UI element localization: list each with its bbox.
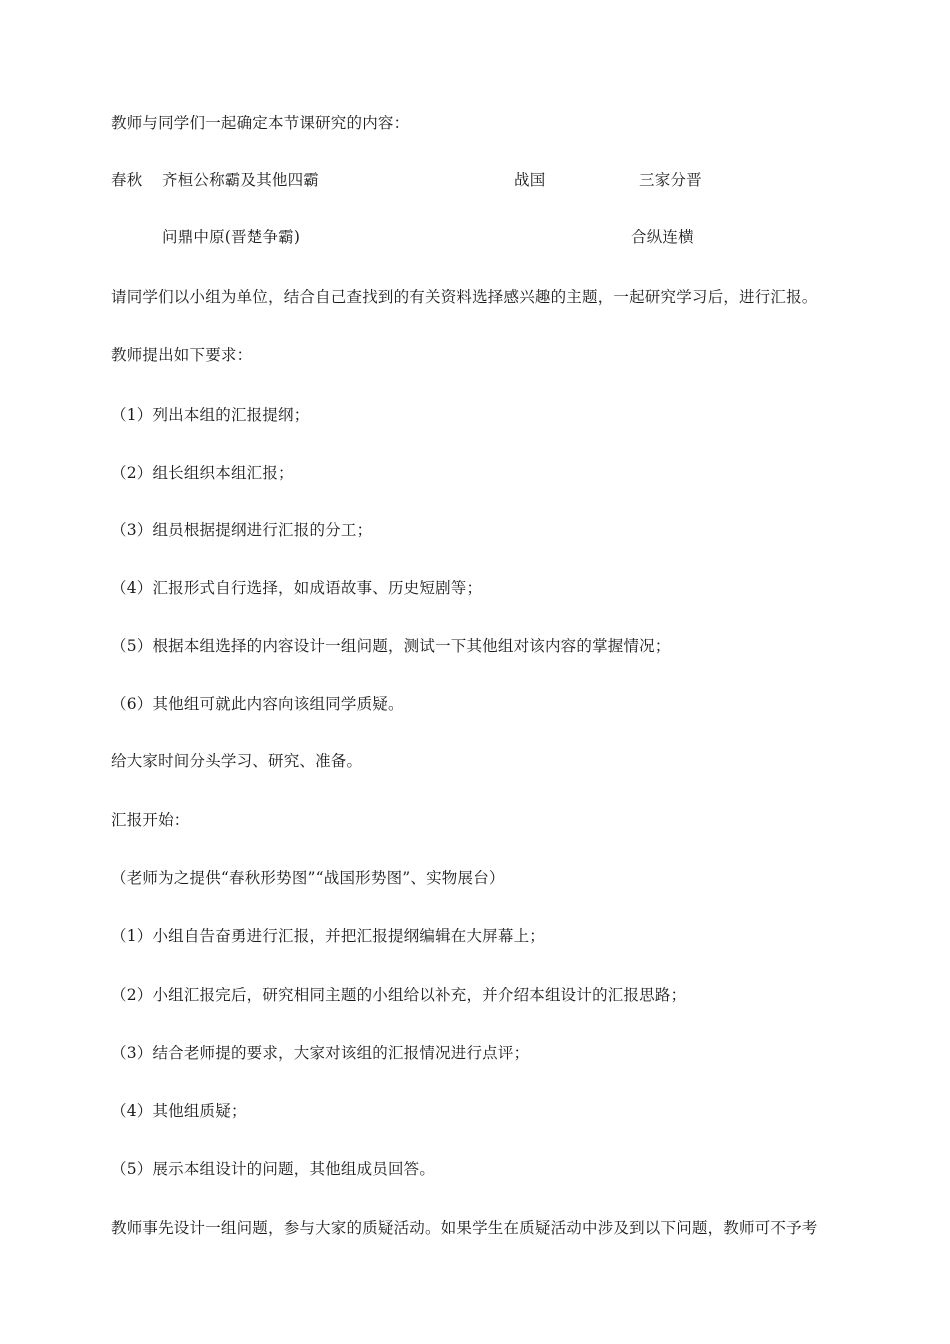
requirement-item: （5）根据本组选择的内容设计一组问题，测试一下其他组对该内容的掌握情况； (111, 637, 671, 655)
topic-warring-states-2: 合纵连横 (631, 228, 694, 246)
requirement-item: （2）组长组织本组汇报； (111, 464, 294, 482)
instruction-text: 请同学们以小组为单位，结合自己查找到的有关资料选择感兴趣的主题，一起研究学习后，进行汇报。 (111, 288, 818, 306)
requirements-title: 教师提出如下要求： (111, 346, 253, 364)
report-step-item: （4）其他组质疑； (111, 1102, 247, 1120)
intro-text: 教师与同学们一起确定本节课研究的内容： (111, 114, 410, 132)
report-start-text: 汇报开始： (111, 811, 190, 829)
topic-period-spring-autumn: 春秋 (111, 171, 143, 189)
report-step-item: （3）结合老师提的要求，大家对该组的汇报情况进行点评； (111, 1044, 530, 1062)
closing-text: 教师事先设计一组问题，参与大家的质疑活动。如果学生在质疑活动中涉及到以下问题，教师可不予考 (111, 1219, 818, 1237)
report-step-item: （5）展示本组设计的问题，其他组成员回答。 (111, 1160, 436, 1178)
requirement-item: （3）组员根据提纲进行汇报的分工； (111, 521, 373, 539)
topic-warring-states-1: 三家分晋 (639, 171, 702, 189)
requirement-item: （4）汇报形式自行选择，如成语故事、历史短剧等； (111, 579, 483, 597)
topic-spring-autumn-1: 齐桓公称霸及其他四霸 (162, 171, 320, 189)
prep-text: 给大家时间分头学习、研究、准备。 (111, 752, 363, 770)
report-step-item: （2）小组汇报完后，研究相同主题的小组给以补充，并介绍本组设计的汇报思路； (111, 986, 687, 1004)
materials-text: （老师为之提供“春秋形势图”“战国形势图”、实物展台） (111, 869, 505, 887)
report-step-item: （1）小组自告奋勇进行汇报，并把汇报提纲编辑在大屏幕上； (111, 927, 545, 945)
requirement-item: （1）列出本组的汇报提纲； (111, 406, 310, 424)
topic-spring-autumn-2: 问鼎中原(晋楚争霸) (162, 228, 301, 246)
requirement-item: （6）其他组可就此内容向该组同学质疑。 (111, 695, 404, 713)
topic-period-warring-states: 战国 (514, 171, 546, 189)
